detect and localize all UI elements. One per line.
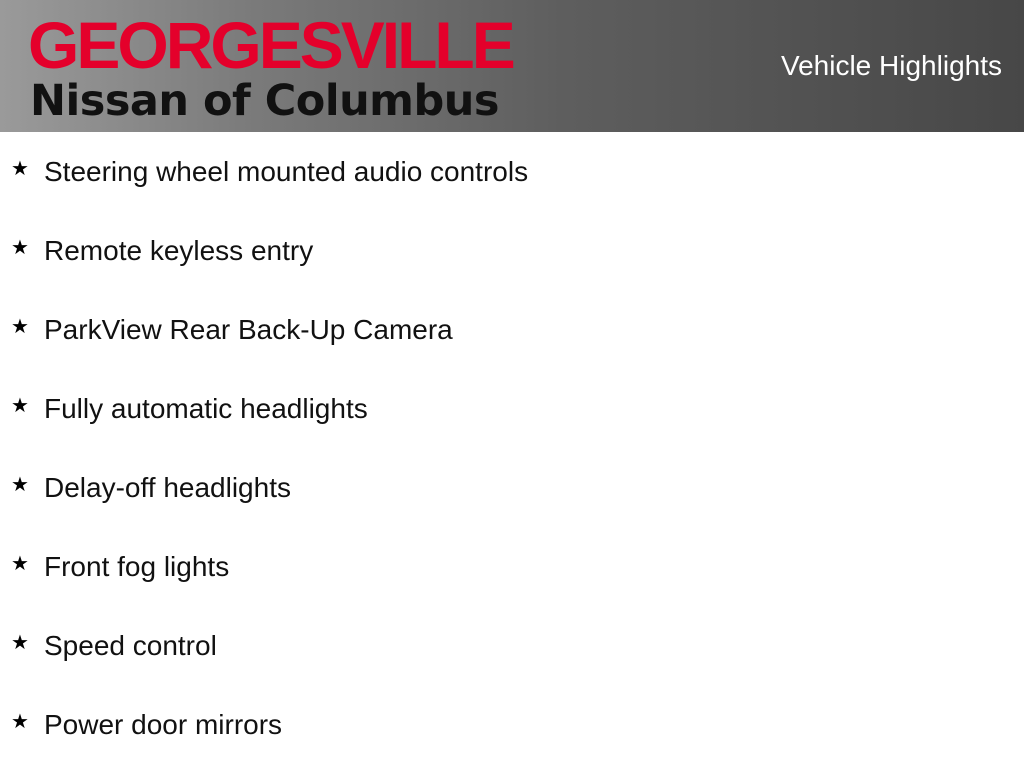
star-icon: ★	[11, 551, 29, 575]
list-item	[0, 369, 1024, 448]
list-item	[0, 527, 1024, 606]
star-icon: ★	[11, 235, 29, 259]
highlight-label: Delay-off headlights	[44, 472, 291, 503]
logo-georgesville: GEORGESVILLE	[28, 8, 513, 82]
star-icon: ★	[11, 156, 29, 180]
list-item	[0, 132, 1024, 211]
star-icon: ★	[11, 709, 29, 733]
star-icon: ★	[11, 630, 29, 654]
highlight-label: Power door mirrors	[44, 709, 283, 740]
highlight-label: ParkView Rear Back-Up Camera	[44, 314, 453, 345]
list-item	[0, 290, 1024, 369]
header-banner	[0, 0, 1024, 132]
list-item	[0, 211, 1024, 290]
highlight-label: Speed control	[44, 630, 217, 661]
star-icon: ★	[11, 393, 29, 417]
star-icon: ★	[11, 314, 29, 338]
logo-nissan-of-columbus: Nissan of Columbus	[30, 76, 499, 126]
highlight-label: Steering wheel mounted audio controls	[44, 156, 529, 187]
highlights-list	[0, 132, 1024, 764]
dealer-logo	[28, 8, 573, 126]
list-item	[0, 448, 1024, 527]
highlight-label: Fully automatic headlights	[44, 393, 368, 424]
highlight-label: Remote keyless entry	[44, 235, 314, 266]
list-item	[0, 606, 1024, 685]
highlight-label: Front fog lights	[44, 551, 230, 582]
star-icon: ★	[11, 472, 29, 496]
list-item	[0, 685, 1024, 764]
page-title: Vehicle Highlights	[780, 50, 1002, 81]
